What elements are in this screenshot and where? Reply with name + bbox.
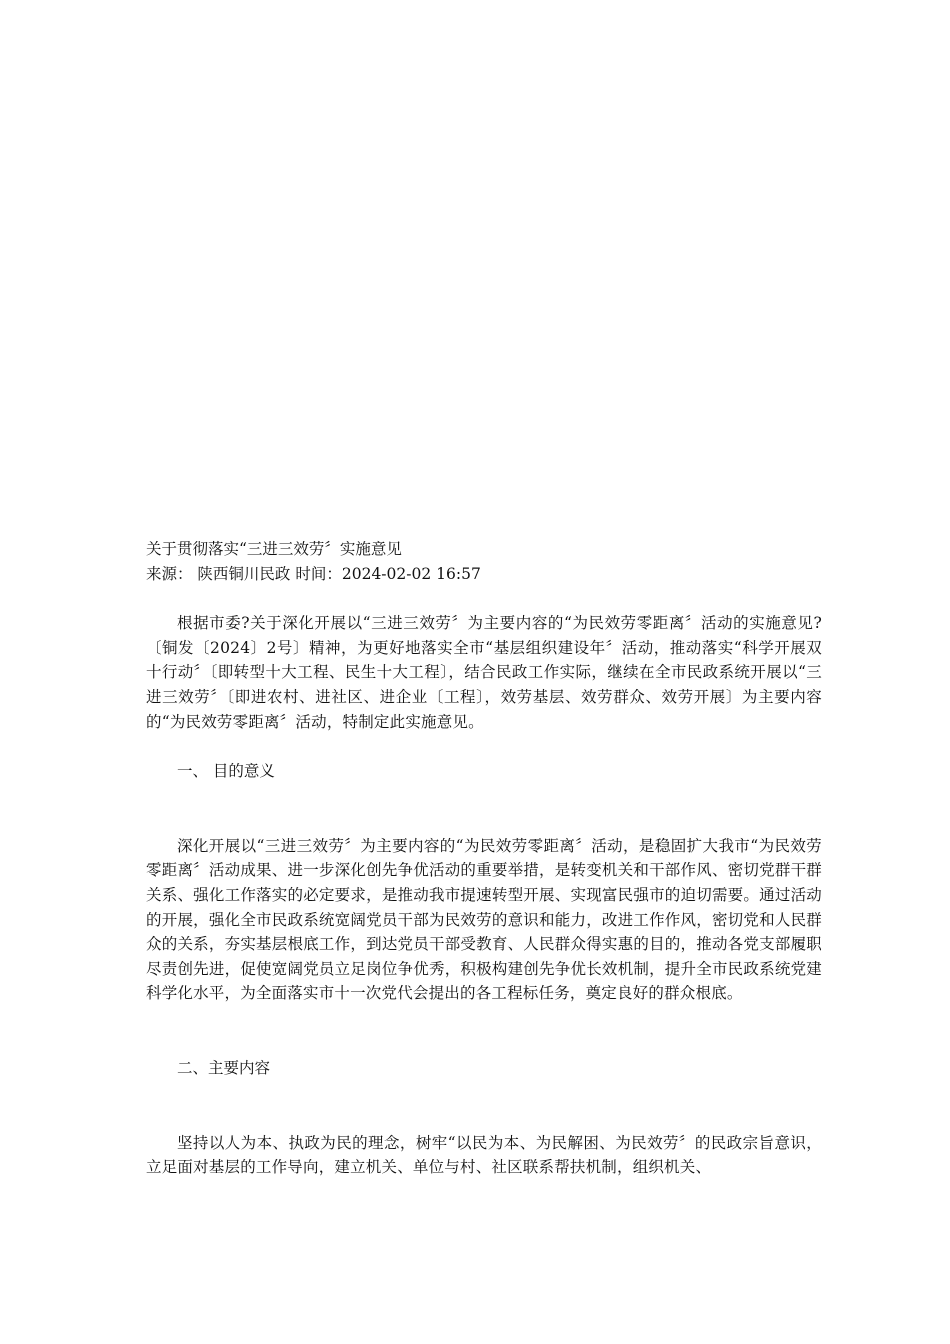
spacer bbox=[146, 586, 822, 611]
section-1-paragraph: 深化开展以“三进三效劳〞为主要内容的“为民效劳零距离〞活动，是稳固扩大我市“为民效劳零距离〞活动成果、进一步深化创先争优活动的重要举措，是转变机关和干部作风、密切党群干群关系、强化工作落实的必定要求，是推动我市提速转型开展、实现富民强市的迫切需要。通过活动的开展，强化全市民政系统宽阔党员干部为民效劳的意识和能力，改进工作作风，密切党和人民群众的关系，夯实基层根底工作，到达党员干部受教育、人民群众得实惠的目的，推动各党支部履职尽责创先进，促使宽阔党员立足岗位争优秀，积极构建创先争优长效机制，提升全市民政系统党建科学化水平，为全面落实市十一次党代会提出的各工程标任务，奠定良好的群众根底。 bbox=[146, 836, 822, 1003]
spacer bbox=[146, 1081, 822, 1131]
document-page bbox=[146, 537, 822, 1180]
intro-paragraph: 根据市委?关于深化开展以“三进三效劳〞为主要内容的“为民效劳零距离〞活动的实施意见?〔铜发〔2024〕2号〕精神，为更好地落实全市“基层组织建设年〞活动，推动落实“科学开展双十行动〞〔即转型十大工程、民生十大工程〕，结合民政工作实际，继续在全市民政系统开展以“三进三效劳〞〔即进农村、进社区、进企业〔工程〕，效劳基层、效劳群众、效劳开展〕为主要内容的“为民效劳零距离〞活动，特制定此实施意见。 bbox=[146, 614, 822, 731]
section-heading-2: 二、主要内容 bbox=[177, 1058, 271, 1077]
spacer bbox=[146, 784, 822, 834]
document-meta: 来源： 陕西铜川民政 时间：2024-02-02 16:57 bbox=[146, 564, 481, 583]
section-heading-1: 一、 目的意义 bbox=[177, 762, 275, 781]
spacer bbox=[146, 1006, 822, 1056]
spacer bbox=[146, 734, 822, 759]
document-title: 关于贯彻落实“三进三效劳〞实施意见 bbox=[146, 540, 402, 558]
section-2-paragraph: 坚持以人为本、执政为民的理念，树牢“以民为本、为民解困、为民效劳〞的民政宗旨意识，立足面对基层的工作导向，建立机关、单位与村、社区联系帮扶机制，组织机关、 bbox=[146, 1133, 822, 1177]
